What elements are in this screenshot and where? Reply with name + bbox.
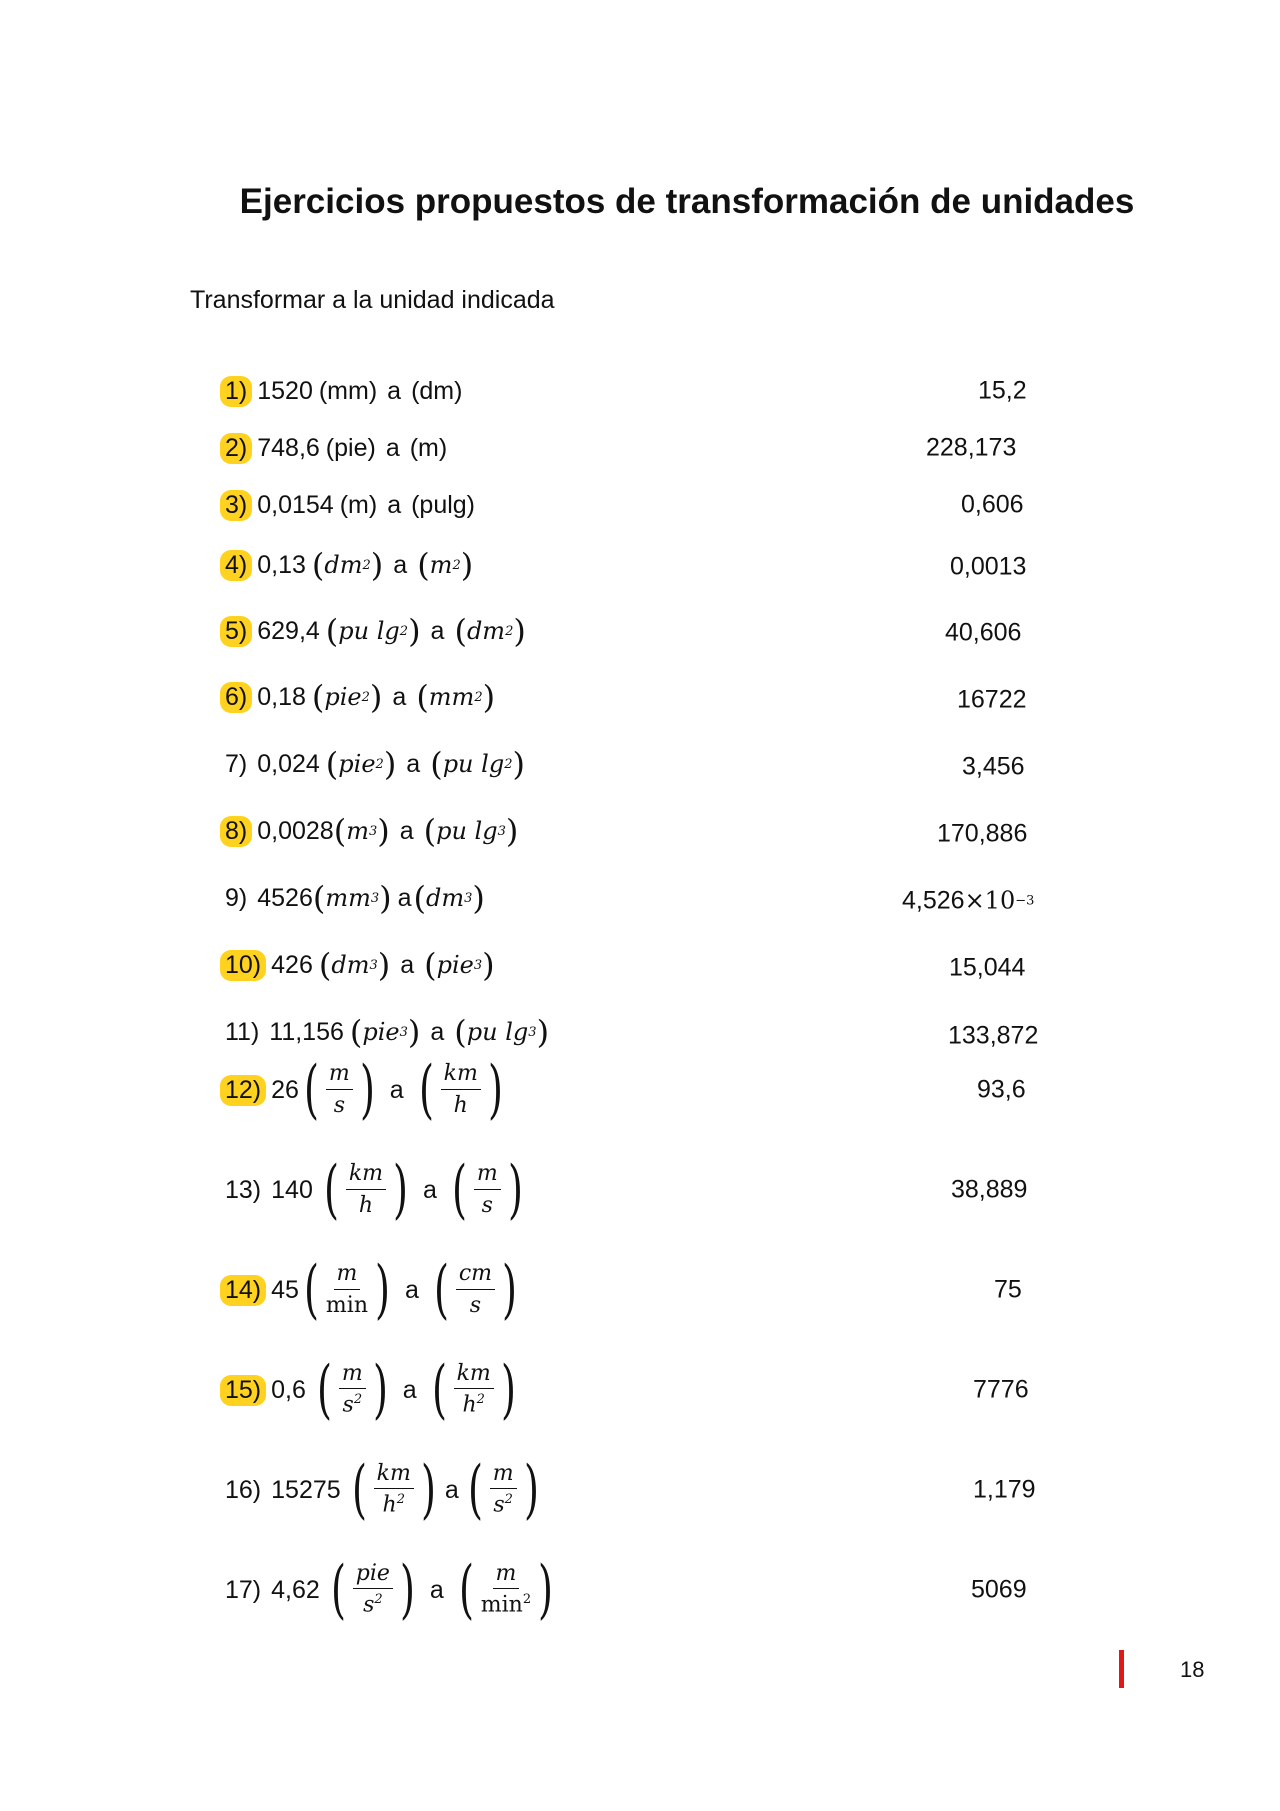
connector: a xyxy=(406,749,421,778)
unit-to: ( mm 2 ) xyxy=(416,678,496,716)
exercise-2 xyxy=(225,433,447,464)
answer-17: 5069 xyxy=(971,1575,1027,1604)
exercise-number: 2) xyxy=(220,433,252,464)
exercise-3 xyxy=(225,490,475,521)
answer-4: 0,0013 xyxy=(950,552,1027,581)
page-number: 18 xyxy=(1180,1657,1205,1682)
connector: a xyxy=(385,434,400,462)
exercise-7 xyxy=(225,745,525,783)
unit-to: (dm) xyxy=(411,377,463,405)
exercise-number: 3) xyxy=(220,490,252,521)
exercise-value: 748,6 xyxy=(257,434,320,462)
unit-to: $\frac{m}{\min^2}$ xyxy=(480,1561,532,1618)
exercise-value: 11,156 xyxy=(269,1017,344,1046)
connector: a xyxy=(423,1175,437,1204)
unit-from: (m) xyxy=(339,491,378,519)
answer-12: 93,6 xyxy=(977,1075,1026,1104)
answer-11: 133,872 xyxy=(948,1021,1039,1050)
exercise-value: 0,0154 xyxy=(257,491,334,519)
unit-to: ( pu lg 3 ) xyxy=(454,1013,550,1051)
exercise-12: 12) 26 ( $\frac{m}{s}$ ) a ( $\frac{km}{h}$ ) xyxy=(225,1058,508,1122)
exercise-5 xyxy=(225,612,526,650)
connector: a xyxy=(430,616,445,645)
unit-from: $\frac{m}{s}$ xyxy=(326,1062,353,1117)
unit-to: ( m 2 ) xyxy=(417,546,474,584)
exercise-value: 0,024 xyxy=(257,749,320,778)
connector: a xyxy=(400,950,415,979)
exercise-15: 15) 0,6 ( $\frac{m}{s^2}$ ) a ( $\frac{km}{h^2}$ ) xyxy=(225,1358,521,1422)
unit-to: (pulg) xyxy=(411,491,476,519)
answer-6: 16722 xyxy=(957,685,1027,714)
exercise-value: 4,62 xyxy=(271,1575,320,1604)
exercise-value: 1520 xyxy=(257,377,313,405)
connector: a xyxy=(387,377,402,405)
connector: a xyxy=(404,1275,419,1304)
answer-15: 7776 xyxy=(973,1375,1029,1404)
exercise-value: 140 xyxy=(271,1175,313,1204)
exercise-6 xyxy=(225,678,496,716)
exercise-number: 9) xyxy=(225,883,248,912)
exercise-number: 16) xyxy=(225,1475,262,1504)
unit-from: (mm) xyxy=(318,377,378,405)
exercise-value: 26 xyxy=(271,1075,299,1104)
answer-5: 40,606 xyxy=(945,618,1022,647)
exercise-17: 17) 4,62 ( $\frac{\text{pie}}{s^2}$ ) a ( $\frac{m}{\min^2}$ ) xyxy=(225,1553,554,1627)
exercise-13: 13) 140 ( $\frac{km}{h}$ ) a ( $\frac{m}{s}$ ) xyxy=(225,1153,523,1227)
unit-to: ( pu lg 3 ) xyxy=(423,812,519,850)
unit-to: ( pu lg 2 ) xyxy=(430,745,525,783)
unit-to: ( dm 2 ) xyxy=(454,612,526,650)
exercise-number: 15) xyxy=(220,1375,266,1406)
answer-10: 15,044 xyxy=(949,953,1026,982)
unit-from: $\frac{m}{s^2}$ xyxy=(339,1362,366,1418)
unit-to: $\frac{m}{s^2}$ xyxy=(490,1462,517,1518)
connector: a xyxy=(397,883,412,912)
unit-from: ( dm 2 ) xyxy=(311,546,384,584)
exercise-number: 7) xyxy=(225,749,248,778)
exercise-9 xyxy=(225,879,485,917)
unit-from: $\frac{\text{pie}}{s^2}$ xyxy=(353,1562,393,1618)
unit-from: ( pu lg 2 ) xyxy=(325,612,421,650)
exercise-14: 14) 45 ( $\frac{m}{\min}$ ) a ( $\frac{cm}{s}$ ) xyxy=(225,1258,522,1322)
unit-to: $\frac{cm}{s}$ xyxy=(456,1262,495,1317)
answer-2: 228,173 xyxy=(926,433,1017,462)
answer-1: 15,2 xyxy=(978,376,1027,405)
unit-from: (pie) xyxy=(325,434,376,462)
unit-from: $\frac{km}{h}$ xyxy=(346,1162,386,1217)
exercise-value: 15275 xyxy=(271,1475,341,1504)
exercise-1 xyxy=(225,376,462,407)
unit-from: ( pie 3 ) xyxy=(349,1013,421,1051)
exercise-value: 426 xyxy=(271,950,313,979)
connector: a xyxy=(429,1575,444,1604)
exercise-number: 11) xyxy=(225,1017,260,1046)
connector: a xyxy=(399,816,414,845)
unit-from: ( pie 2 ) xyxy=(311,678,383,716)
unit-from: ( dm 3 ) xyxy=(318,946,391,984)
exercise-number: 5) xyxy=(220,616,252,647)
unit-from: ( m 3 ) xyxy=(333,812,390,850)
exercise-value: 0,13 xyxy=(257,550,306,579)
connector: a xyxy=(387,491,402,519)
unit-to: $\frac{m}{s}$ xyxy=(474,1162,501,1217)
unit-from: $\frac{km}{h^2}$ xyxy=(374,1462,414,1518)
connector: a xyxy=(393,550,408,579)
exercise-number: 8) xyxy=(220,816,252,847)
exercise-number: 6) xyxy=(220,682,252,713)
unit-to: (m) xyxy=(409,434,448,462)
answer-14: 75 xyxy=(994,1275,1022,1304)
unit-to: ( pie 3 ) xyxy=(424,946,495,984)
connector: a xyxy=(402,1375,417,1404)
exercise-value: 629,4 xyxy=(257,616,320,645)
connector: a xyxy=(392,682,407,711)
page-marker-bar xyxy=(1119,1650,1124,1688)
unit-to: $\frac{km}{h}$ xyxy=(441,1062,481,1117)
page-title: Ejercicios propuestos de transformación de unidades xyxy=(239,182,1135,221)
exercise-11 xyxy=(225,1013,550,1051)
connector: a xyxy=(444,1475,459,1504)
exercise-16: 16) 15275 ( $\frac{km}{h^2}$ ) a ( $\frac{m}{s^2}$ ) xyxy=(225,1453,539,1527)
answer-3: 0,606 xyxy=(961,490,1024,519)
exercise-4 xyxy=(225,546,474,584)
connector: a xyxy=(430,1017,445,1046)
exercise-number: 12) xyxy=(220,1075,266,1106)
exercise-number: 17) xyxy=(225,1575,262,1604)
unit-from: $\frac{m}{\min}$ xyxy=(325,1261,368,1318)
exercise-number: 4) xyxy=(220,550,252,581)
exercise-value: 0,0028 xyxy=(257,816,334,845)
unit-to: ( dm 3 ) xyxy=(413,879,485,917)
unit-from: ( mm 3 ) xyxy=(312,879,392,917)
answer-9: 4,526 ×10 −3 xyxy=(902,886,1035,915)
unit-to: $\frac{km}{h^2}$ xyxy=(454,1362,494,1418)
exercise-value: 0,18 xyxy=(257,682,306,711)
exercise-number: 13) xyxy=(225,1175,262,1204)
connector: a xyxy=(389,1075,404,1104)
answer-7: 3,456 xyxy=(962,752,1025,781)
exercise-8 xyxy=(225,812,519,850)
answer-13: 38,889 xyxy=(951,1175,1028,1204)
exercise-number: 10) xyxy=(220,950,266,981)
unit-from: ( pie 2 ) xyxy=(325,745,397,783)
exercise-number: 14) xyxy=(220,1275,266,1306)
answer-16: 1,179 xyxy=(973,1475,1036,1504)
instructions: Transformar a la unidad indicada xyxy=(190,286,555,314)
exercise-value: 4526 xyxy=(257,883,313,912)
exercise-value: 0,6 xyxy=(271,1375,306,1404)
exercise-10 xyxy=(225,946,495,984)
answer-8: 170,886 xyxy=(937,819,1028,848)
exercise-value: 45 xyxy=(271,1275,299,1304)
exercise-number: 1) xyxy=(220,376,252,407)
